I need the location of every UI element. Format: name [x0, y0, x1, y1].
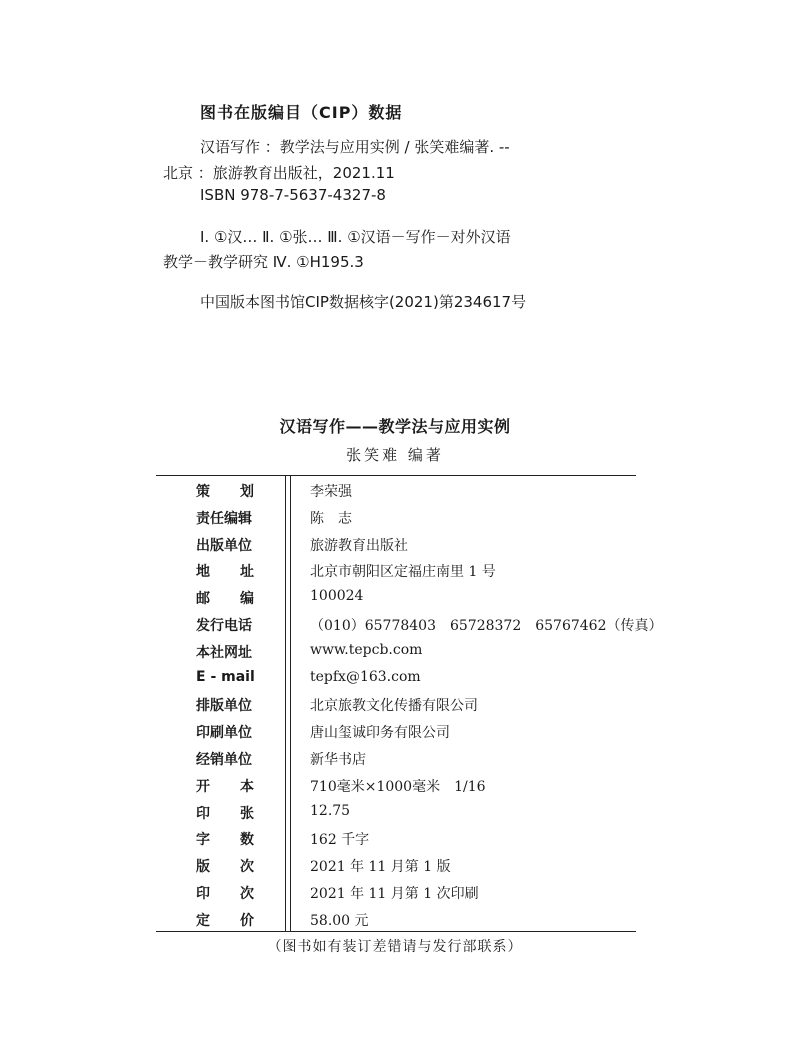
info-label: 发行电话 — [196, 617, 252, 634]
info-value: 162 千字 — [310, 832, 370, 849]
info-value: 李荣强 — [310, 484, 352, 500]
footer-note: （图书如有装订差错请与发行部联系） — [267, 939, 523, 955]
cip-line-classification-cont: 教学－教学研究 Ⅳ. ①H195.3 — [163, 253, 364, 271]
info-value: 2021 年 11 月第 1 版 — [310, 859, 451, 876]
info-value: 12.75 — [310, 802, 351, 819]
info-value: 陈 志 — [310, 510, 352, 527]
info-label: 版次 — [196, 859, 284, 876]
info-value: 100024 — [310, 588, 364, 605]
info-label: 印张 — [196, 805, 284, 822]
table-row — [156, 745, 636, 772]
info-value: www.tepcb.com — [310, 641, 423, 658]
cip-line-isbn: ISBN 978-7-5637-4327-8 — [200, 186, 386, 204]
info-label: 策划 — [196, 484, 284, 500]
book-title: 汉语写作——教学法与应用实例 — [279, 417, 511, 436]
table-row — [156, 504, 636, 531]
cip-line-title: 汉语写作 ：教学法与应用实例 / 张笑难编著. -- — [200, 138, 510, 156]
info-label: E - mail — [196, 668, 255, 685]
table-row — [156, 611, 663, 638]
cip-line-publisher: 北京 ：旅游教育出版社，2021.11 — [163, 164, 395, 182]
info-value: 旅游教育出版社 — [310, 537, 408, 554]
info-value: 北京市朝阳区定福庄南里 1 号 — [310, 564, 496, 581]
publication-info-table — [156, 477, 663, 933]
cip-line-record-number: 中国版本图书馆CIP数据核字(2021)第234617号 — [200, 293, 527, 311]
table-row — [156, 852, 636, 879]
table-row — [156, 584, 636, 611]
table-bottom-rule — [156, 931, 636, 932]
table-row — [156, 691, 636, 718]
info-label: 出版单位 — [196, 537, 252, 554]
table-row — [156, 665, 636, 692]
info-label: 排版单位 — [196, 698, 252, 715]
info-label: 邮编 — [196, 591, 284, 608]
table-row — [156, 638, 636, 665]
table-row — [156, 799, 636, 826]
table-row — [156, 531, 636, 558]
info-label: 开本 — [196, 778, 284, 795]
info-value: tepfx@163.com — [310, 668, 421, 685]
info-value: 2021 年 11 月第 1 次印刷 — [310, 885, 479, 902]
info-value: 北京旅教文化传播有限公司 — [310, 698, 478, 715]
info-value: 唐山玺诚印务有限公司 — [310, 725, 450, 742]
table-row — [156, 477, 636, 504]
cip-line-classification: Ⅰ. ①汉… Ⅱ. ①张… Ⅲ. ①汉语－写作－对外汉语 — [200, 228, 511, 246]
book-author: 张笑难 编著 — [346, 446, 444, 464]
info-value: 58.00 元 — [310, 912, 369, 929]
info-label: 本社网址 — [196, 644, 252, 661]
table-row — [156, 718, 636, 745]
info-label: 地址 — [196, 564, 284, 581]
table-row — [156, 906, 636, 933]
table-row — [156, 557, 636, 584]
info-label: 责任编辑 — [196, 510, 252, 527]
info-label: 经销单位 — [196, 751, 252, 768]
info-label: 印刷单位 — [196, 725, 252, 742]
info-value: （010）65778403 65728372 65767462（传真） — [310, 617, 663, 634]
info-label: 印次 — [196, 885, 284, 902]
info-value: 710毫米×1000毫米 1/16 — [310, 778, 486, 795]
info-label: 字数 — [196, 832, 284, 849]
table-row — [156, 772, 636, 799]
cip-heading: 图书在版编目（CIP）数据 — [200, 103, 403, 122]
table-top-rule — [156, 475, 636, 476]
info-label: 定价 — [196, 912, 284, 929]
info-value: 新华书店 — [310, 751, 366, 768]
table-row — [156, 879, 636, 906]
table-row — [156, 825, 636, 852]
